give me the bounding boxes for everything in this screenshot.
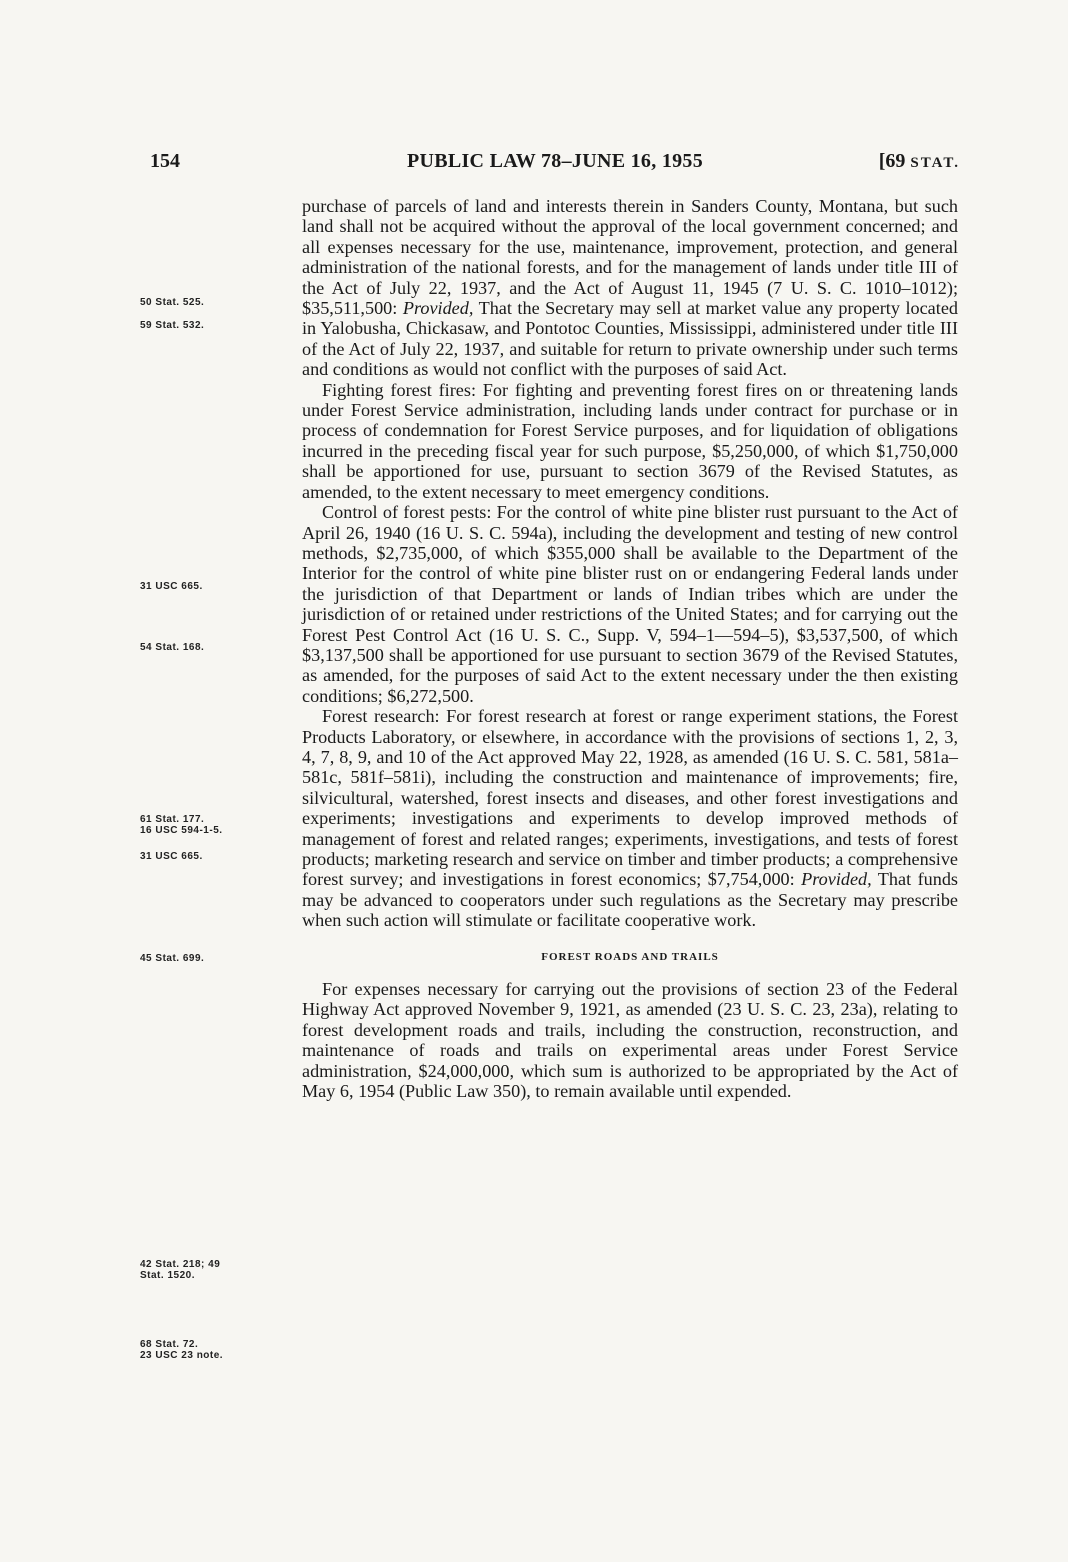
margin-note: 31 USC 665.	[140, 851, 203, 862]
proviso-term: Provided,	[801, 869, 872, 890]
paragraph-forest-roads: For expenses necessary for carrying out the provisions of section 23 of the Federal Highway Act approved November 9, 1921, as amended (23 U. S. C. 23, 23a), relating to forest development roads and trails, including the construction, reconstruction, and maintenance of roads and trails on experimental areas under Forest Service administration, $24,000,000, which sum is authorized to be appropriated by the Act of May 6, 1954 (Public Law 350), to remain available until expended.	[302, 979, 958, 1102]
margin-note-line: Stat. 1520.	[140, 1270, 195, 1281]
margin-note: 54 Stat. 168.	[140, 642, 205, 653]
page-header	[150, 150, 960, 180]
statute-reference	[879, 150, 960, 173]
paragraph-text: That funds may be advanced to cooperators under such regulations as the Secretary may prescribe when such action will stimulate or facilitate cooperative work.	[302, 869, 959, 931]
statute-reference-label: STAT.	[910, 155, 960, 171]
margin-note: 59 Stat. 532.	[140, 320, 205, 331]
paragraph-national-forests	[302, 196, 958, 380]
page-body	[302, 196, 958, 1101]
page-number: 154	[150, 150, 180, 172]
paragraph-forest-pests: Control of forest pests: For the control of white pine blister rust pursuant to the Act of April 26, 1940 (16 U. S. C. 594a), including the development and testing of new control methods, $2,735,000, of which $355,000 shall be available to the Department of the Interior for the control of white pine blister rust on or endangering Federal lands under the jurisdiction of that Department or lands of Indian tribes which are under the jurisdiction of or retained under restrictions of the United States; and for carrying out the Forest Pest Control Act (16 U. S. C., Supp. V, 594–1—594–5), $3,537,500, of which $3,137,500 shall be apportioned for use pursuant to section 3679 of the Revised Statutes, as amended, for the purposes of said Act to the extent necessary under the then existing conditions; $6,272,500.	[302, 502, 958, 706]
margin-note	[140, 1259, 270, 1281]
margin-note: 45 Stat. 699.	[140, 953, 205, 964]
margin-note: 50 Stat. 525.	[140, 297, 205, 308]
margin-note-line: 23 USC 23 note.	[140, 1350, 224, 1361]
paragraph-text: Forest research: For forest research at forest or range experiment stations, the Forest Products Laboratory, or elsewhere, in accordance with the provisions of sections 1, 2, 3, 4, 7, 8, 9, and 10 of the Act approved May 22, 1928, as amended (16 U. S. C. 581, 581a–581c, 581f–581i), including the construction and maintenance of improvements; fire, silvicultural, watershed, forest insects and diseases, and other forest investigations and experiments; investigations and experiments to develop improved methods of management of forest and related ranges; experiments, investigations, and tests of forest products; marketing research and service on timber and timber products; a comprehensive forest survey; and investigations in forest economics; $7,754,000:	[302, 706, 958, 890]
margin-note-line: 42 Stat. 218; 49	[140, 1259, 221, 1270]
paragraph-forest-research	[302, 706, 958, 930]
running-title: PUBLIC LAW 78–JUNE 16, 1955	[406, 150, 704, 172]
statute-reference-volume: [69	[878, 150, 911, 172]
paragraph-text: purchase of parcels of land and interests therein in Sanders County, Montana, but such land shall not be acquired without the approval of the local government concerned; and all expenses necessary for the use, maintenance, improvement, protection, and general administration of the national forests, and for the management of lands under title III of the Act of July 22, 1937, and the Act of August 11, 1945 (7 U. S. C. 1010–1012); $35,511,500:	[302, 196, 958, 319]
paragraph-text: That the Secretary may sell at market value any property located in Yalobusha, Chickasaw, and Pontotoc Counties, Mississippi, administered under title III of the Act of July 22, 1937, and suitable for return to private ownership under such terms and conditions as would not conflict with the purposes of said Act.	[302, 298, 958, 380]
section-heading: FOREST ROADS AND TRAILS	[541, 950, 719, 963]
margin-note	[140, 1339, 270, 1361]
margin-note-line: 68 Stat. 72.	[140, 1339, 199, 1350]
margin-note	[140, 814, 270, 836]
margin-note-line: 61 Stat. 177.	[140, 814, 205, 825]
margin-note: 31 USC 665.	[140, 581, 203, 592]
proviso-term: Provided,	[402, 298, 474, 319]
paragraph-forest-fires: Fighting forest fires: For fighting and preventing forest fires on or threatening lands under Forest Service administration, including lands under contract for purchase or in process of condemnation for Forest Service purposes, and for liquidation of obligations incurred in the preceding fiscal year for such purpose, $5,250,000, of which $1,750,000 shall be apportioned for use, pursuant to section 3679 of the Revised Statutes, as amended, to the extent necessary to meet emergency conditions.	[302, 379, 958, 502]
margin-note-line: 16 USC 594-1-5.	[140, 825, 223, 836]
